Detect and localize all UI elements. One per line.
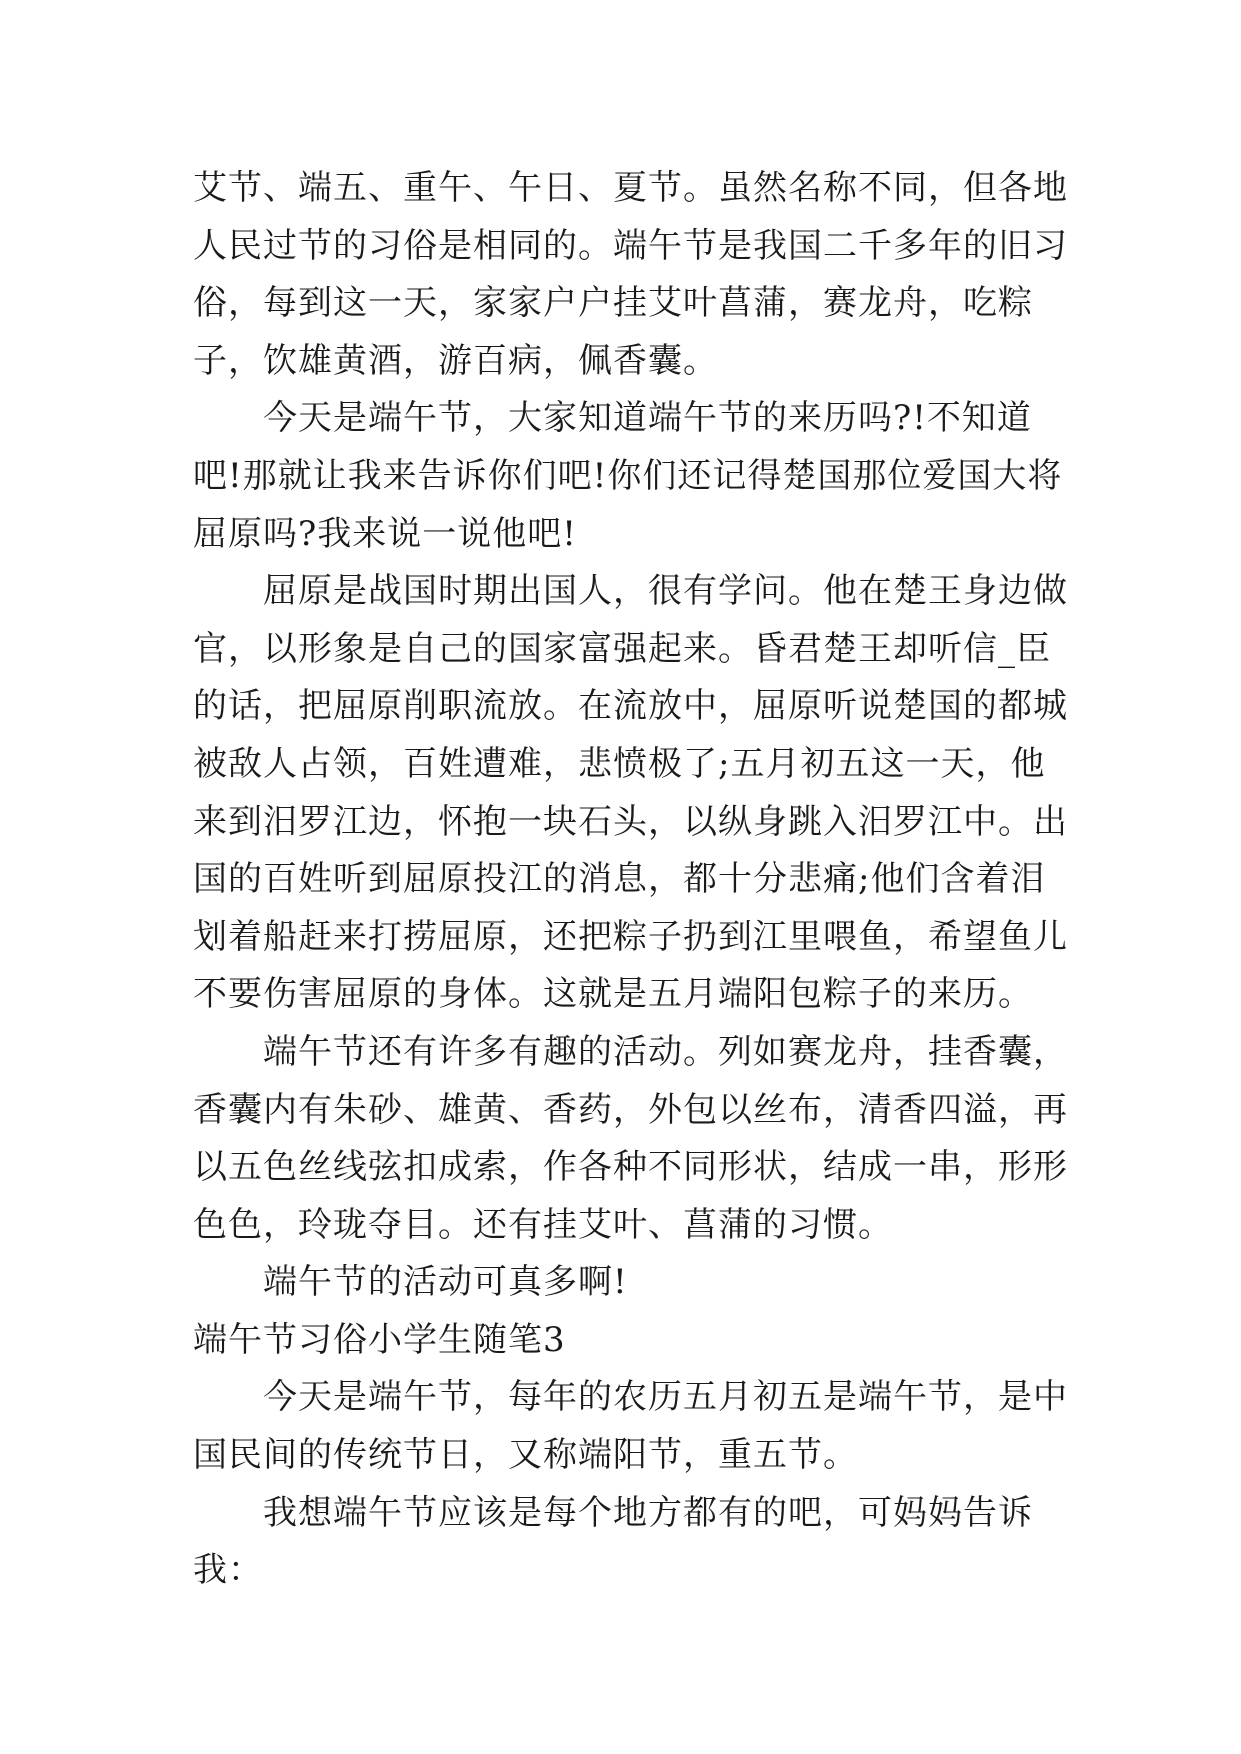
paragraph-5: 端午节的活动可真多啊! [193, 1262, 628, 1303]
paragraph-4: 端午节还有许多有趣的活动。列如赛龙舟，挂香囊，香囊内有朱砂、雄黄、香药，外包以丝布，清香四溢，再以五色丝线弦扣成索，作各种不同形状，结成一串，形形色色，玲珑夺目。还有挂艾叶、菖蒲的习惯。 [193, 1031, 1068, 1245]
paragraph-2: 今天是端午节，大家知道端午节的来历吗?!不知道吧!那就让我来告诉你们吧!你们还记得楚国那位爱国大将屈原吗?我来说一说他吧! [193, 398, 1063, 554]
paragraph-7: 我想端午节应该是每个地方都有的吧，可妈妈告诉我： [193, 1492, 1033, 1591]
document-body [193, 160, 1073, 1600]
section-heading: 端午节习俗小学生随笔3 [193, 1319, 566, 1360]
paragraph-6: 今天是端午节，每年的农历五月初五是端午节，是中国民间的传统节日，又称端阳节，重五节。 [193, 1377, 1068, 1476]
paragraph-1: 艾节、端五、重午、午日、夏节。虽然名称不同，但各地人民过节的习俗是相同的。端午节是我国二千多年的旧习俗，每到这一天，家家户户挂艾叶菖蒲，赛龙舟，吃粽子，饮雄黄酒，游百病，佩香囊。 [193, 168, 1068, 381]
paragraph-3: 屈原是战国时期出国人，很有学问。他在楚王身边做官，以形象是自己的国家富强起来。昏君楚王却听信_臣的话，把屈原削职流放。在流放中，屈原听说楚国的都城被敌人占领，百姓遭难，悲愤极了;五月初五这一天，他来到汨罗江边，怀抱一块石头，以纵身跳入汨罗江中。出国的百姓听到屈原投江的消息，都十分悲痛;他们含着泪划着船赶来打捞屈原，还把粽子扔到江里喂鱼，希望鱼儿不要伤害屈原的身体。这就是五月端阳包粽子的来历。 [193, 571, 1068, 1015]
